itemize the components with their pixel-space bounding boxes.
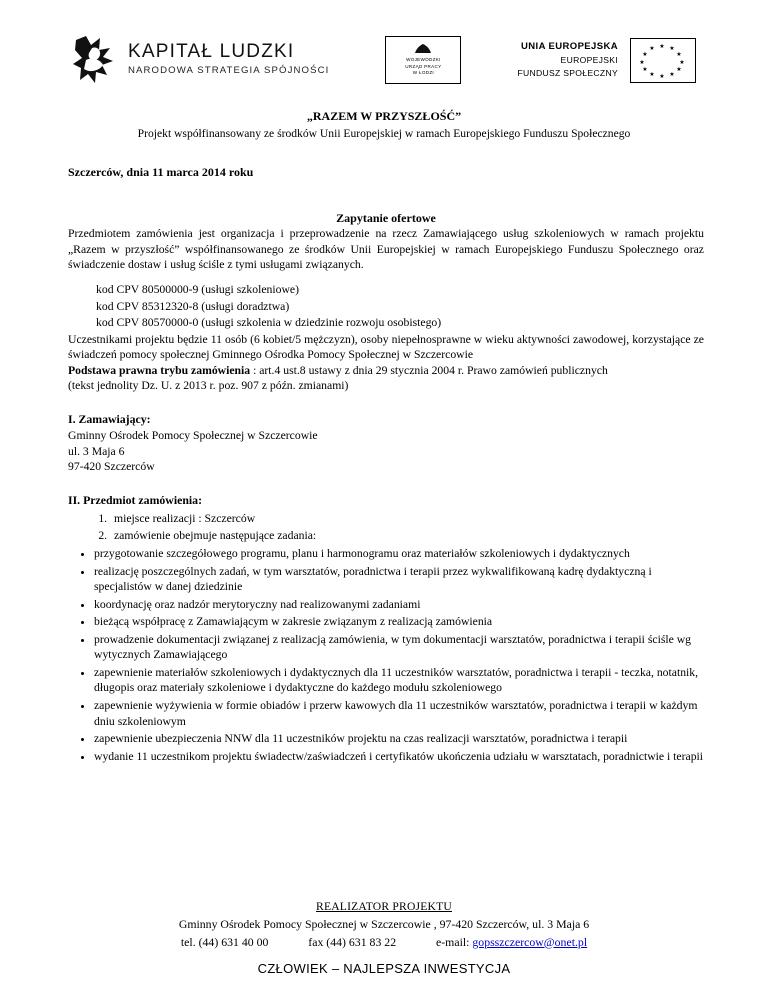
- contracting-authority-street: ul. 3 Maja 6: [68, 444, 125, 458]
- footer-realizator-label: REALIZATOR PROJEKTU: [316, 899, 452, 913]
- list-item: • koordynację oraz nadzór merytoryczny nad realizowanymi zadaniami: [94, 597, 704, 613]
- svg-text:★: ★: [669, 71, 675, 78]
- svg-text:★: ★: [669, 45, 675, 52]
- section-i-heading: I. Zamawiający:: [68, 411, 151, 426]
- eu-logo: [517, 38, 696, 83]
- svg-text:★: ★: [639, 59, 645, 66]
- cpv-code-list: [68, 282, 704, 332]
- svg-text:★: ★: [642, 51, 648, 58]
- project-name: „RAZEM W PRZYSZŁOŚĆ”: [306, 109, 462, 123]
- place-and-date: Szczerców, dnia 11 marca 2014 roku: [68, 164, 254, 179]
- logo-header: [0, 0, 768, 92]
- list-item: • bieżącą współpracę z Zamawiającym w zakresie związanym z realizacją zamówienia: [94, 614, 704, 630]
- footer-email-label: e-mail:: [436, 934, 470, 949]
- footer-fax: fax (44) 631 83 22: [308, 934, 397, 949]
- svg-text:★: ★: [649, 45, 655, 52]
- cpv-item: kod CPV 80500000-9 (usługi szkoleniowe): [96, 282, 300, 296]
- kapital-ludzki-title: KAPITAŁ LUDZKI: [128, 40, 295, 62]
- svg-text:★: ★: [659, 43, 665, 50]
- cpv-item: kod CPV 80570000-0 (usługi szkolenia w dziedzinie rozwoju osobistego): [96, 316, 442, 330]
- cofinancing-line: Projekt współfinansowany ze środków Unii Europejskiej w ramach Europejskiego Funduszu Społecznego: [137, 127, 631, 141]
- eu-line-3: FUNDUSZ SPOŁECZNY: [517, 68, 618, 79]
- wup-line-1: WOJEWÓDZKI: [406, 56, 441, 62]
- svg-text:★: ★: [679, 59, 685, 66]
- footer-address: Gminny Ośrodek Pomocy Społecznej w Szczercowie , 97-420 Szczerców, ul. 3 Maja 6: [178, 916, 590, 931]
- eu-line-2: EUROPEJSKI: [560, 55, 618, 66]
- kapital-ludzki-logo: [72, 34, 329, 86]
- footer-email-link[interactable]: gopsszczercow@onet.pl: [472, 934, 588, 949]
- contracting-authority-city: 97-420 Szczerców: [68, 460, 155, 474]
- document-footer: [0, 899, 768, 978]
- svg-text:★: ★: [642, 66, 648, 73]
- wup-line-2: URZĄD PRACY: [405, 63, 442, 69]
- svg-text:★: ★: [676, 51, 682, 58]
- legal-basis-paragraph: [68, 363, 704, 379]
- document-body: [0, 164, 768, 764]
- legal-basis-label: Podstawa prawna trybu zamówienia: [68, 363, 251, 377]
- svg-text:★: ★: [676, 66, 682, 73]
- footer-slogan: CZŁOWIEK – NAJLEPSZA INWESTYCJA: [257, 961, 511, 977]
- page-title: Zapytanie ofertowe: [336, 211, 436, 226]
- wup-lodz-logo-icon: [385, 36, 461, 84]
- list-item: • zapewnienie materiałów szkoleniowych i dydaktycznych dla 11 uczestników warsztatów, poradnictwa i terapii - teczka, notatnik, długopis oraz materiały szkoleniowe i dydaktyczne do każdego modułu szkoleniowego: [94, 665, 704, 696]
- participants-paragraph: Uczestnikami projektu będzie 11 osób (6 kobiet/5 mężczyzn), osoby niepełnosprawne w wieku aktywności zawodowej, korzystające ze świadczeń pomocy społecznej Gminnego Ośrodka Pomocy Społecznej w Szczercowie: [68, 332, 704, 362]
- scope-numbered-list: [68, 511, 704, 544]
- contracting-authority-name: Gminny Ośrodek Pomocy Społecznej w Szczercowie: [68, 428, 318, 442]
- legal-basis-text: : art.4 ust.8 ustawy z dnia 29 stycznia 2004 r. Prawo zamówień publicznych: [250, 363, 608, 377]
- wup-mark-icon: [413, 43, 433, 55]
- list-item: 2. zamówienie obejmuje następujące zadania:: [110, 528, 704, 544]
- list-item: 1. miejsce realizacji : Szczerców: [110, 511, 704, 527]
- eu-line-1: UNIA EUROPEJSKA: [521, 40, 618, 52]
- wup-line-3: W ŁODZI: [412, 70, 435, 76]
- footer-phone: tel. (44) 631 40 00: [180, 934, 269, 949]
- list-item: • realizację poszczególnych zadań, w tym warsztatów, poradnictwa i terapii przez wykwalifikowaną kadrę dydaktyczną i specjalistów w danej dziedzinie: [94, 564, 704, 595]
- section-ii-heading: II. Przedmiot zamówienia:: [68, 493, 202, 508]
- kapital-ludzki-subtitle: NARODOWA STRATEGIA SPÓJNOŚCI: [128, 65, 330, 77]
- legal-basis-line2: (tekst jednolity Dz. U. z 2013 r. poz. 907 z późn. zmianami): [68, 379, 349, 393]
- svg-text:★: ★: [659, 73, 665, 80]
- list-item: • zapewnienie ubezpieczenia NNW dla 11 uczestników projektu na czas realizacji warsztatów, poradnictwa i terapii: [94, 731, 704, 747]
- list-item: • przygotowanie szczegółowego programu, planu i harmonogramu oraz materiałów szkoleniowych i dydaktycznych: [94, 546, 704, 562]
- footer-contact-line: [0, 935, 768, 951]
- list-item: • wydanie 11 uczestnikom projektu świadectw/zaświadczeń i certyfikatów ukończenia udziału w warsztatach, poradnictwie i terapii: [94, 749, 704, 765]
- kapital-ludzki-star-figure-icon: [72, 34, 118, 86]
- svg-text:★: ★: [649, 71, 655, 78]
- eu-flag-icon: [630, 38, 696, 83]
- subject-paragraph: Przedmiotem zamówienia jest organizacja i przeprowadzenie na rzecz Zamawiającego usług szkoleniowych w ramach projektu „Razem w przyszłość” współfinansowanego ze środków Unii Europejskiej w ramach Europejskiego Funduszu Społecznego oraz świadczenie dostaw i usług ściśle z tymi usługami związanych.: [68, 227, 704, 272]
- scope-bullet-list: [68, 546, 704, 764]
- list-item: • zapewnienie wyżywienia w formie obiadów i przerw kawowych dla 11 uczestników warsztatów, poradnictwa i terapii w każdym dniu szkoleniowym: [94, 698, 704, 729]
- cpv-item: kod CPV 85312320-8 (usługi doradztwa): [96, 299, 290, 313]
- list-item: • prowadzenie dokumentacji związanej z realizacją zamówienia, w tym dokumentacji warsztatów, poradnictwa i terapii ściśle wg wytycznych Zamawiającego: [94, 632, 704, 663]
